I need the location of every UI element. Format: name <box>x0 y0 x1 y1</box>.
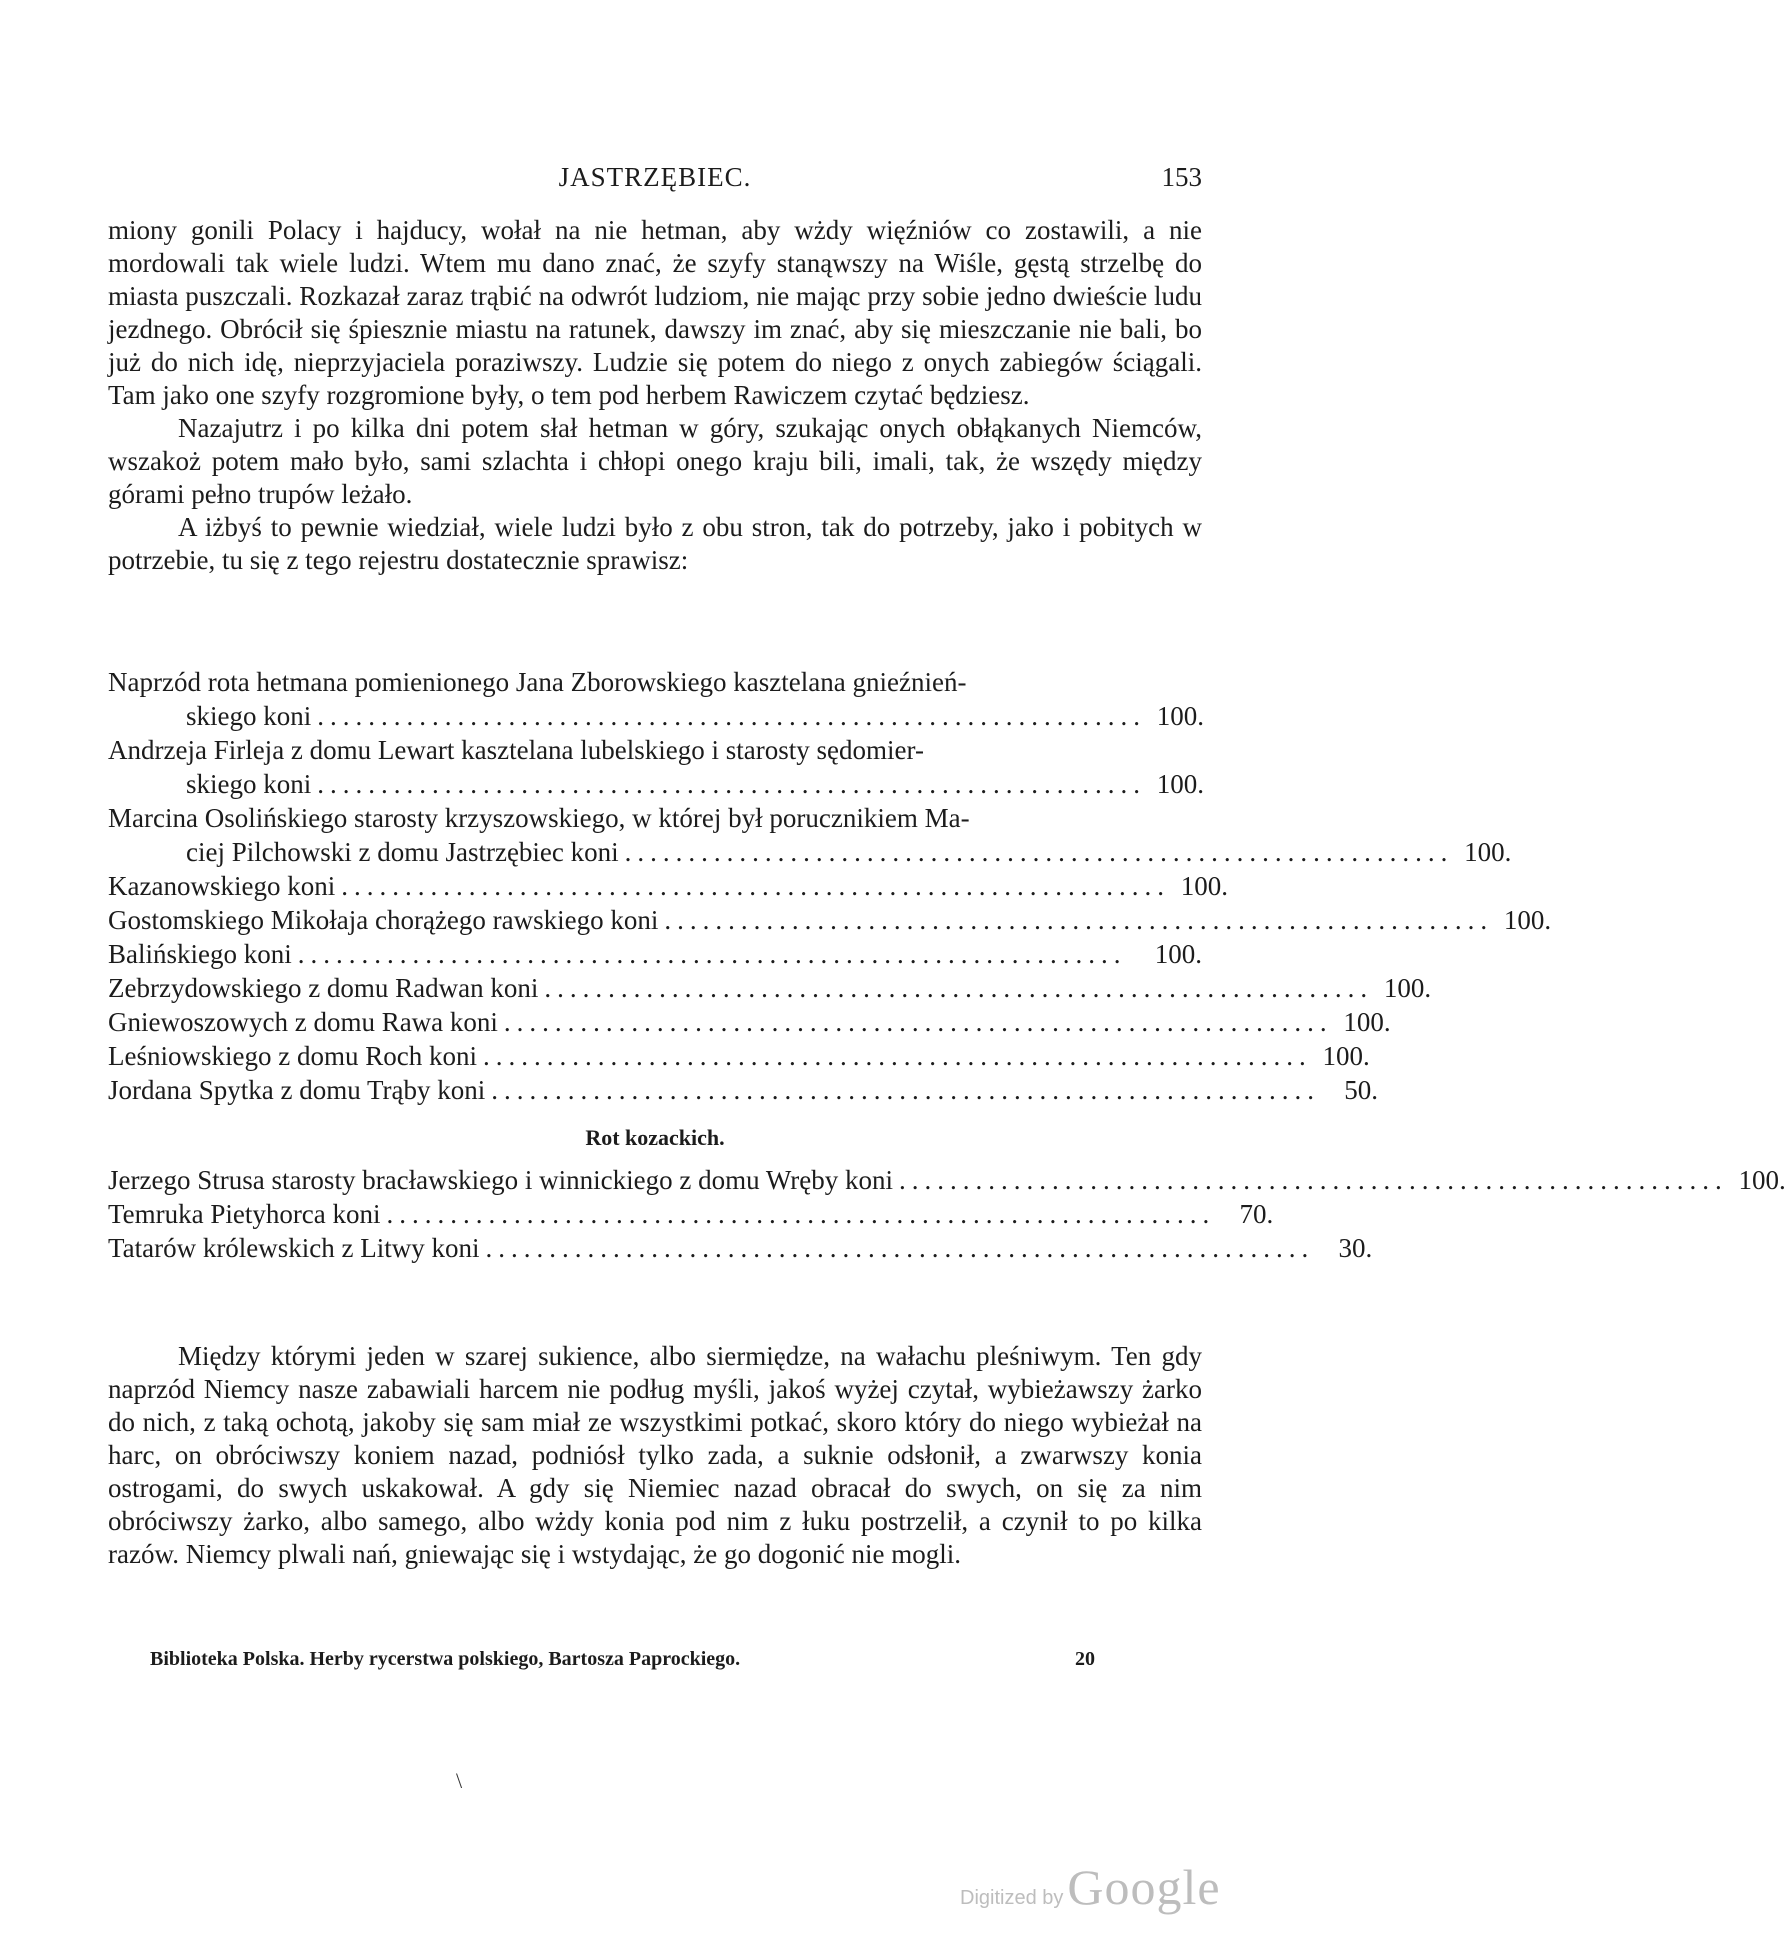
list-item <box>108 869 1228 903</box>
footer-text: Biblioteka Polska. Herby rycerstwa polskiego, Bartosza Paprockiego. <box>150 1648 741 1670</box>
list-item-text: Kazanowskiego koni <box>108 871 336 901</box>
leader-dots: ................................................................. <box>297 939 1127 969</box>
google-logo: Google <box>1067 1859 1221 1915</box>
list-item <box>108 665 1202 733</box>
leader-dots: ................................................................. <box>482 1041 1312 1071</box>
list-item <box>108 1231 1373 1265</box>
list-item <box>108 733 1202 801</box>
paragraph-3: A iżbyś to pewnie wiedział, wiele ludzi było z obu stron, tak do potrzeby, jako i pobitych w potrzebie, tu się z tego rejestru dostatecznie sprawisz: <box>108 512 1202 575</box>
list-item-count: 100. <box>1180 871 1228 901</box>
list-item <box>108 1197 1274 1231</box>
running-header <box>108 162 1202 202</box>
list-item-text: skiego koni <box>186 701 312 731</box>
body-text-top <box>108 214 1202 577</box>
paragraph-2: Nazajutrz i po kilka dni potem słał hetman w góry, szukając onych obłąkanych Niemców, wszakoż potem mało było, sami szlachta i chłopi onego kraju bili, imali, tak, że wszędy między górami pełno trupów leżało. <box>108 413 1202 509</box>
section-heading: Rot kozackich. <box>585 1125 725 1150</box>
leader-dots: ................................................................. <box>503 1007 1333 1037</box>
running-title: JASTRZĘBIEC. <box>558 162 752 192</box>
leader-dots: ................................................................. <box>544 973 1374 1003</box>
leader-dots: ................................................................. <box>386 1199 1216 1229</box>
list-item-count: 100. <box>1383 973 1432 1003</box>
list-item-text: skiego koni <box>186 769 312 799</box>
leader-dots: ................................................................. <box>898 1165 1728 1195</box>
list-item-count: 50. <box>1344 1075 1378 1105</box>
list-item <box>108 971 1432 1005</box>
list-item-text: Zebrzydowskiego z domu Radwan koni <box>108 973 539 1003</box>
list-item <box>108 1039 1370 1073</box>
list-item-text: Gniewoszowych z domu Rawa koni <box>108 1007 498 1037</box>
list-item <box>108 937 1202 971</box>
list-item-text: Jordana Spytka z domu Trąby koni <box>108 1075 486 1105</box>
list-item <box>108 1073 1378 1107</box>
leader-dots: ................................................................. <box>317 701 1146 731</box>
register-list <box>108 665 1786 1265</box>
digitized-watermark <box>960 1858 1221 1916</box>
list-item <box>108 1005 1391 1039</box>
stray-mark: \ <box>456 1768 463 1793</box>
list-item-count: 100. <box>1154 939 1202 969</box>
paragraph-bottom: Między którymi jeden w szarej sukience, albo siermiędze, na wałachu pleśniwym. Ten gdy naprzód Niemcy nasze zabawiali harcem nie podług myśli, jakoś wyżej czytał, wybieżawszy żarko do nich, z taką ochotą, jakoby się sam miał ze wszystkimi potkać, skoro który do niego wybieżał na harc, on obróciwszy koniem nazad, podniósł tylko zada, a suknie odsłonił, a zwarwszy konia ostrogami, do swych uskakował. A gdy się Niemiec nazad obracał do swych, on się za nim obróciwszy żarko, albo samego, albo wżdy konia pod nim z łuku postrzelił, a czynił to po kilka razów. Niemcy plwali nań, gniewając się i wstydając, że go dogonić nie mogli. <box>108 1341 1202 1569</box>
list-item <box>108 801 1512 869</box>
leader-dots: ................................................................. <box>624 837 1454 867</box>
page-number: 153 <box>1161 162 1202 192</box>
list-item-count: 100. <box>1322 1041 1370 1071</box>
leader-dots: ................................................................. <box>317 769 1146 799</box>
list-item-text: Balińskiego koni <box>108 939 292 969</box>
list-item-text: Tatarów królewskich z Litwy koni <box>108 1233 480 1263</box>
list-item-text: Gostomskiego Mikołaja chorążego rawskiego koni <box>108 905 659 935</box>
list-item-text: Temruka Pietyhorca koni <box>108 1199 381 1229</box>
list-item <box>108 903 1552 937</box>
list-item-count: 100. <box>1156 701 1204 731</box>
list-item-count: 100. <box>1738 1165 1786 1195</box>
list-item-text: Jerzego Strusa starosty bracławskiego i winnickiego z domu Wręby koni <box>108 1165 893 1195</box>
list-item-line1: Marcina Osolińskiego starosty krzyszowskiego, w której był porucznikiem Ma- <box>108 803 970 833</box>
list-item-count: 100. <box>1464 837 1512 867</box>
list-item-line1: Naprzód rota hetmana pomienionego Jana Zborowskiego kasztelana gnieźnień- <box>108 667 967 697</box>
leader-dots: ................................................................. <box>664 905 1494 935</box>
list-item-line1: Andrzeja Firleja z domu Lewart kasztelana lubelskiego i starosty sędomier- <box>108 735 924 765</box>
list-item-text: ciej Pilchowski z domu Jastrzębiec koni <box>186 837 619 867</box>
footer <box>150 1648 1095 1671</box>
leader-dots: ................................................................. <box>341 871 1170 901</box>
sheet-number: 20 <box>1075 1648 1095 1670</box>
list-item-count: 30. <box>1338 1233 1373 1263</box>
paragraph-1: miony gonili Polacy i hajducy, wołał na nie hetman, aby wżdy więźniów co zostawili, a nie mordowali tak wiele ludzi. Wtem mu dano znać, że szyfy stanąwszy na Wiśle, gęstą strzelbę do miasta puszczali. Rozkazał zaraz trąbić na odwrót ludziom, nie mając przy sobie jedno dwieście ludu jezdnego. Obrócił się śpiesznie miastu na ratunek, dawszy im znać, aby się mieszczanie nie bali, bo już do nich idę, nieprzyjaciela poraziwszy. Ludzie się potem do niego z onych zabiegów ściągali. Tam jako one szyfy rozgromione były, o tem pod herbem Rawiczem czytać będziesz. <box>108 215 1202 410</box>
leader-dots: ................................................................. <box>485 1233 1315 1263</box>
leader-dots: ................................................................. <box>491 1075 1320 1105</box>
list-item-count: 100. <box>1156 769 1204 799</box>
list-item-count: 100. <box>1503 905 1552 935</box>
list-item-count: 70. <box>1239 1199 1274 1229</box>
list-item-text: Leśniowskiego z domu Roch koni <box>108 1041 477 1071</box>
digitized-prefix: Digitized by <box>960 1887 1064 1909</box>
list-item-count: 100. <box>1343 1007 1391 1037</box>
list-item <box>108 1163 1786 1197</box>
